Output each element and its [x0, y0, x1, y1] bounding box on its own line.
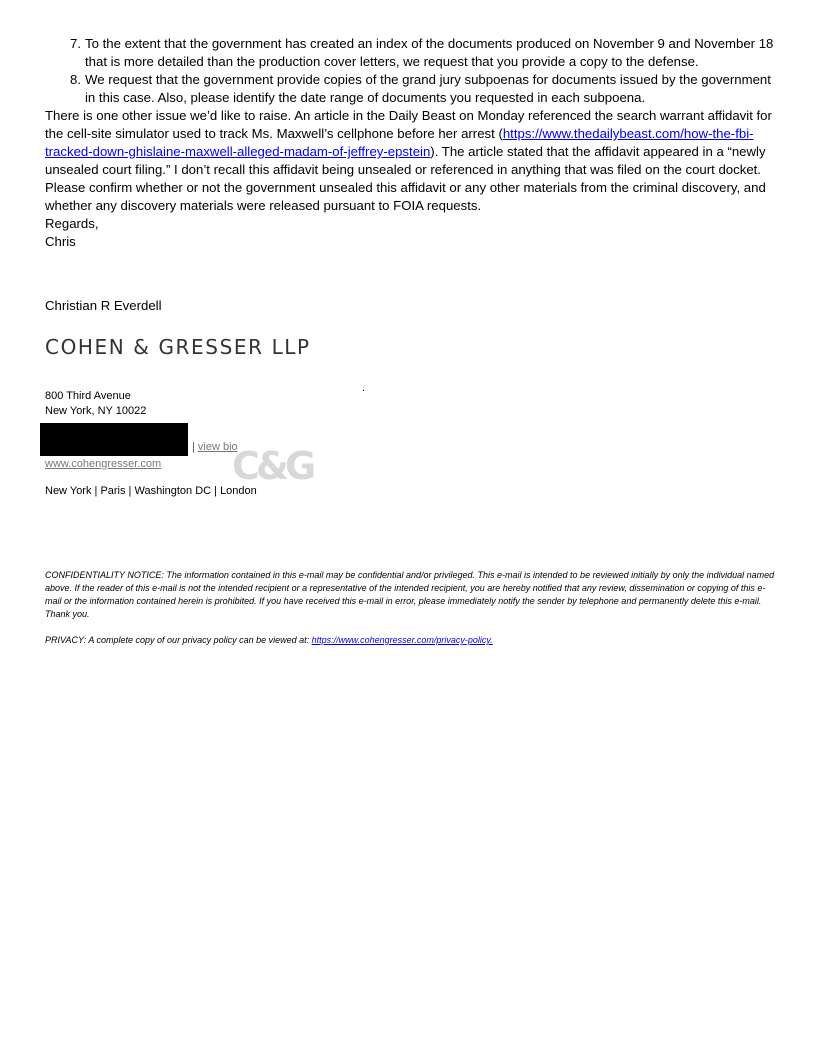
list-item-number: 8. [70, 72, 81, 87]
cg-logo-mark: C&G [232, 444, 313, 488]
firm-address [45, 389, 775, 419]
address-line-2: New York, NY 10022 [45, 405, 147, 417]
closing-regards: Regards, [45, 216, 99, 231]
office-locations: New York | Paris | Washington DC | London [45, 485, 257, 497]
paragraph-text-before: There is one other issue we’d like to raise. An article in the Daily Beast on Monday referenced the search warrant affidavit for the cell-site simulator used to track Ms. Maxwell’s cellphone before her arrest ( [45, 108, 772, 141]
confidentiality-text: CONFIDENTIALITY NOTICE: The information contained in this e-mail may be confidential and/or privileged. This e-mail is intended to be reviewed initially by only the individual named above. If the reader of this e-mail is not the intended recipient or a representative of the intended recipient, you are hereby notified that any review, dissemination or copying of this e-mail or the information contained herein is prohibited. If you have received this e-mail in error, please immediately notify the sender by telephone and permanently delete this e-mail. Thank you. [45, 570, 775, 619]
list-item-text: We request that the government provide copies of the grand jury subpoenas for documents issued by the government in this case. Also, please identify the date range of documents you requested in each subpoena. [85, 72, 771, 105]
privacy-line [45, 634, 775, 647]
list-item [70, 71, 775, 107]
request-list [45, 35, 775, 107]
bio-separator: | [192, 441, 195, 453]
view-bio-link[interactable]: view bio [197, 441, 238, 453]
privacy-label: PRIVACY: A complete copy of our privacy policy can be viewed at: [45, 635, 312, 645]
redaction-box [40, 423, 188, 456]
closing-name: Chris [45, 234, 76, 249]
list-item-number: 7. [70, 36, 81, 51]
signature-full-name: Christian R Everdell [45, 298, 162, 313]
firm-logo: COHEN & GRESSER LLP [45, 335, 311, 359]
stray-dot: . [362, 382, 366, 394]
list-item-text: To the extent that the government has created an index of the documents produced on November 9 and November 18 that is more detailed than the production cover letters, we request that you provide a copy to the defense. [85, 36, 774, 69]
privacy-policy-link[interactable]: https://www.cohengresser.com/privacy-policy. [311, 635, 493, 645]
contact-line [45, 423, 775, 455]
daily-beast-link[interactable]: https://www.thedailybeast.com/how-the-fbi-tracked-down-ghislaine-maxwell-alleged-madam-of-jeffrey-epstein [45, 126, 754, 159]
email-body [45, 35, 775, 647]
website-link[interactable]: www.cohengresser.com [45, 458, 162, 470]
website-line [45, 458, 775, 470]
bio-area [192, 441, 238, 453]
list-item [70, 35, 775, 71]
address-line-1: 800 Third Avenue [45, 390, 131, 402]
issue-paragraph [45, 107, 775, 215]
confidentiality-notice [45, 569, 775, 647]
paragraph-text-after: ). The article stated that the affidavit appeared in a “newly unsealed court filing.” I don’t recall this affidavit being unsealed or referenced in anything that was filed on the court docket. Please confirm whether or not the government unsealed this affidavit or any other materials from the criminal discovery, and whether any discovery materials were released pursuant to FOIA requests. [45, 144, 766, 213]
